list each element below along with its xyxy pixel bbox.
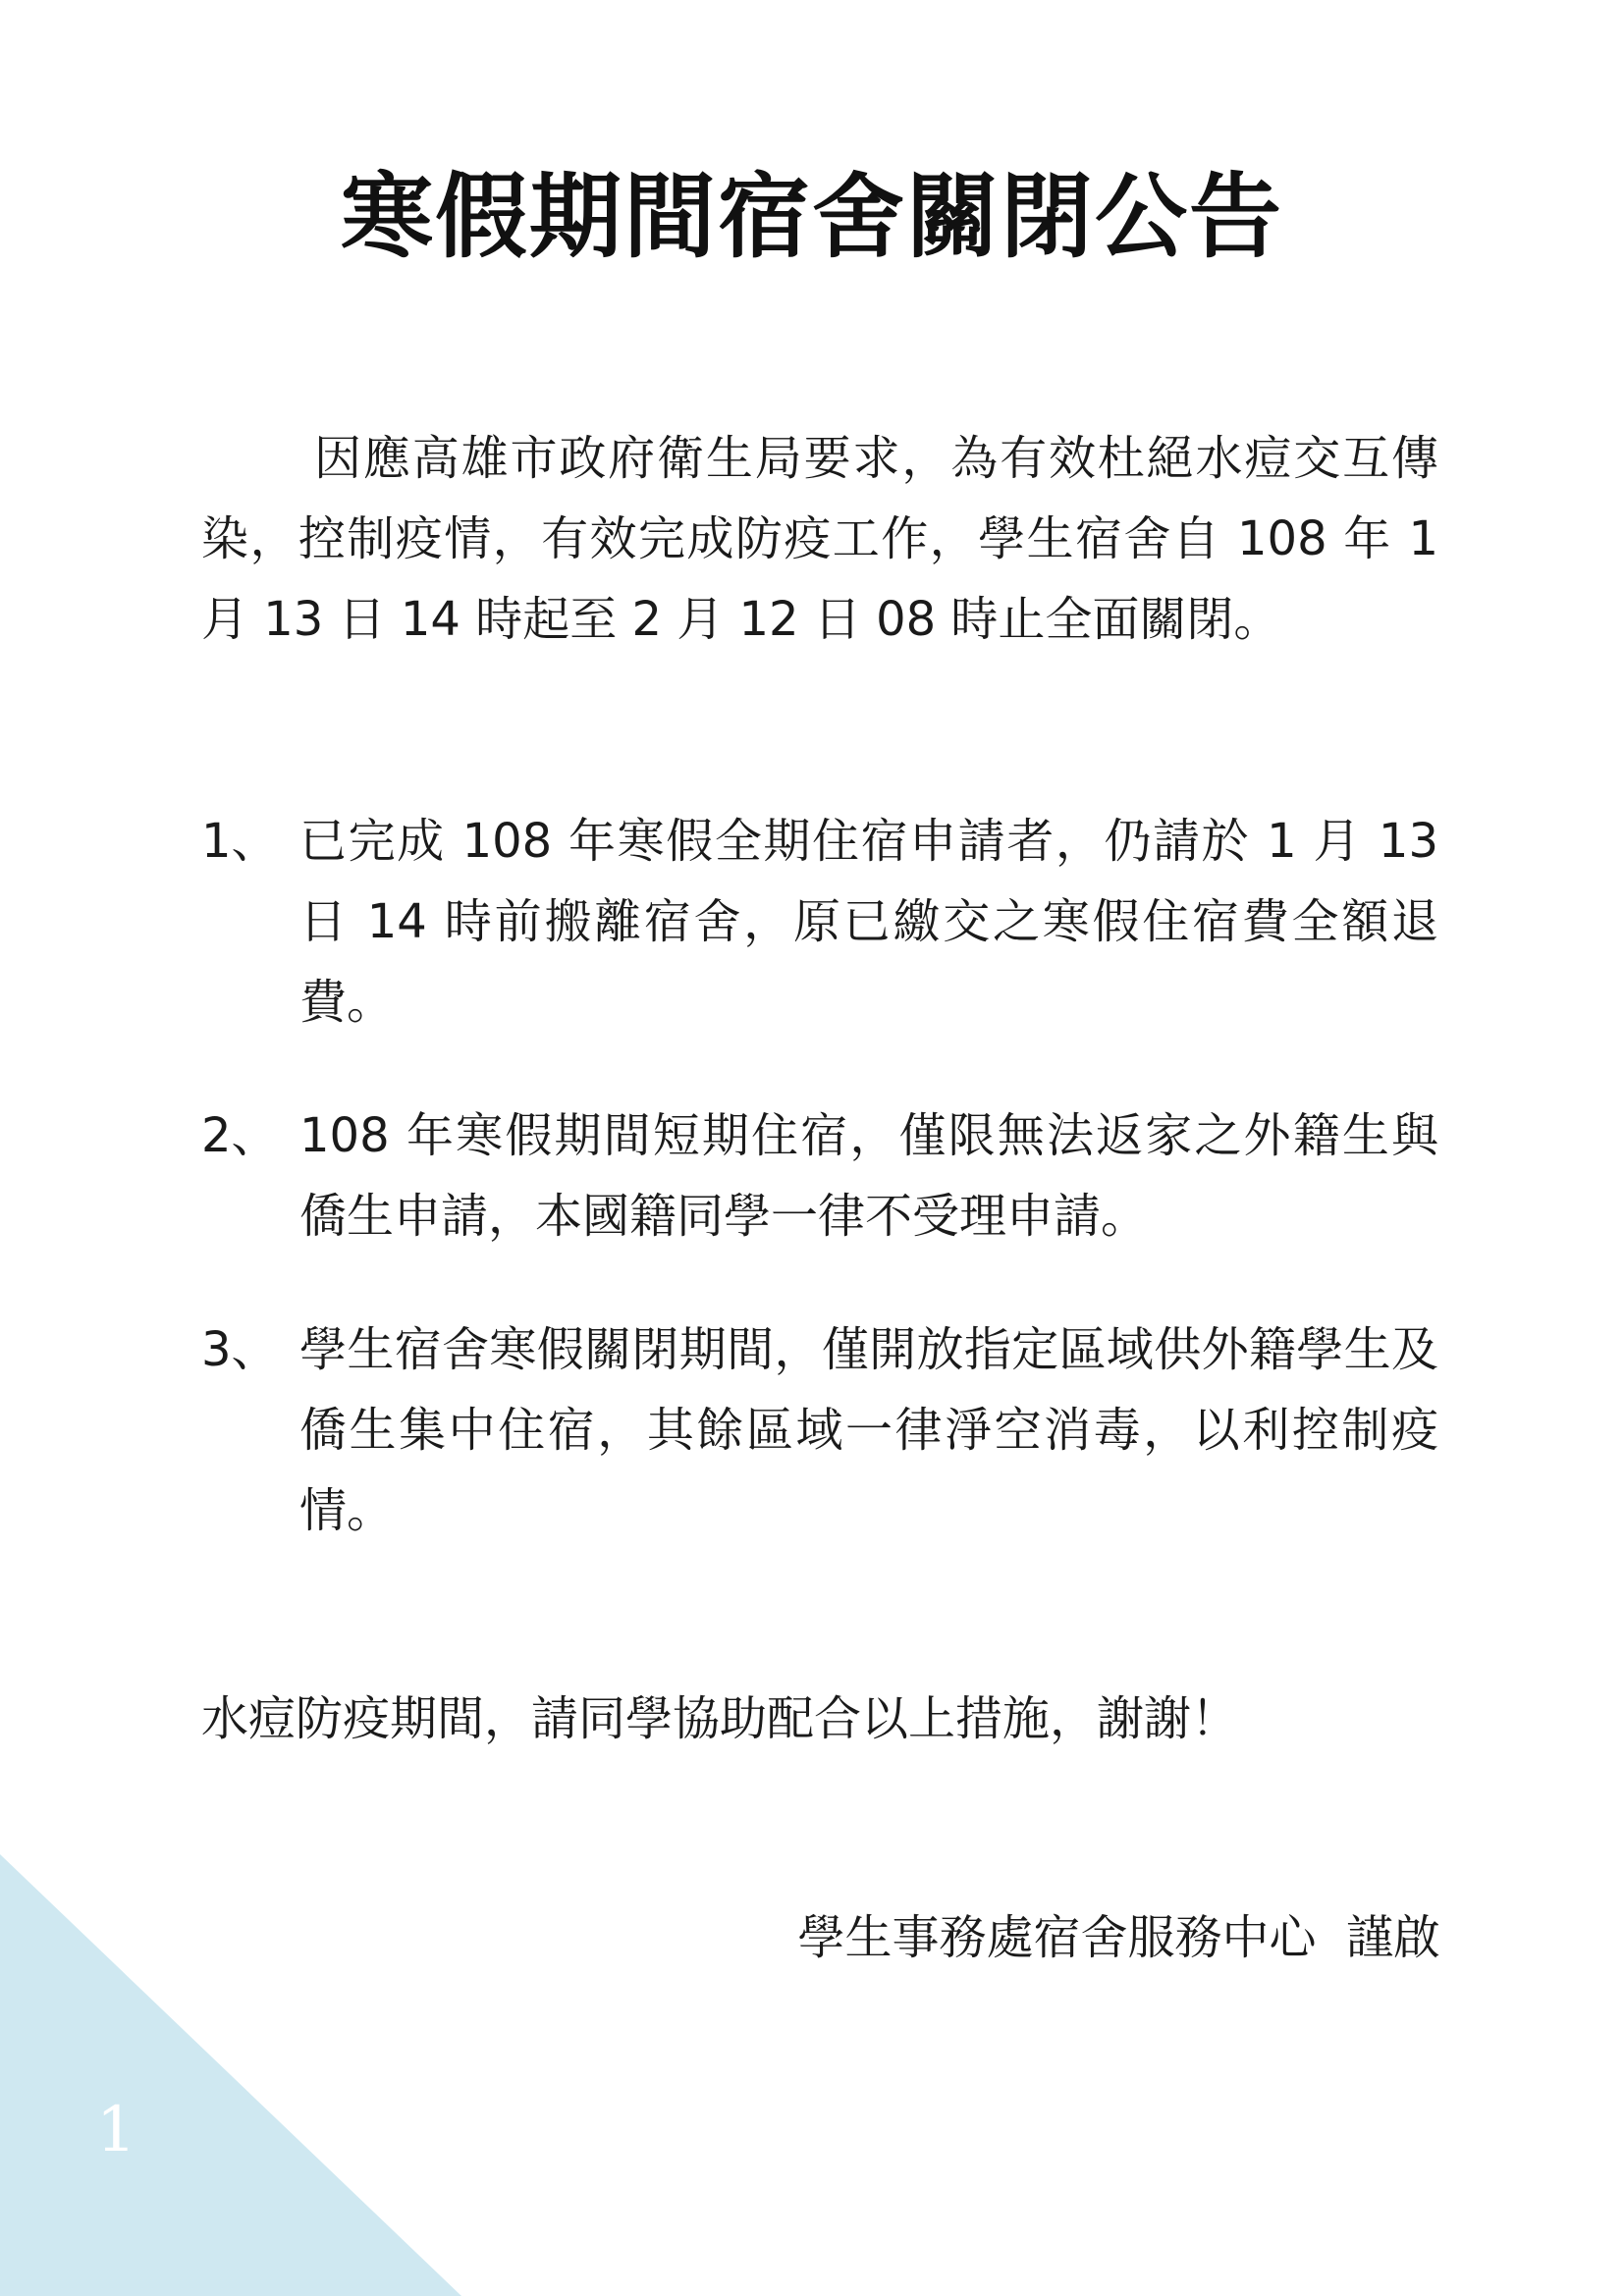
list-item [201, 801, 1438, 1042]
list-item-text: 已完成 108 年寒假全期住宿申請者，仍請於 1 月 13 日 14 時前搬離宿舍，原已繳交之寒假住宿費全額退費。 [299, 814, 1438, 1030]
signature: 學生事務處宿舍服務中心 謹啟 [797, 1910, 1440, 1965]
closing-note: 水痘防疫期間，請同學協助配合以上措施，謝謝！ [201, 1691, 1239, 1746]
intro-paragraph: 因應高雄市政府衛生局要求，為有效杜絕水痘交互傳染，控制疫情，有效完成防疫工作，學生宿舍自 108 年 1 月 13 日 14 時起至 2 月 12 日 08 時止全面關閉。 [201, 431, 1438, 647]
list-item [201, 1309, 1438, 1551]
page-title: 寒假期間宿舍關閉公告 [340, 164, 1283, 271]
list-marker: 2、 [201, 1108, 279, 1163]
list-marker: 3、 [201, 1322, 279, 1377]
page-number: 1 [96, 2094, 136, 2166]
notice-list [201, 801, 1438, 1551]
list-item-text: 學生宿舍寒假關閉期間，僅開放指定區域供外籍學生及僑生集中住宿，其餘區域一律淨空消毒，以利控制疫情。 [299, 1322, 1438, 1538]
list-item-text: 108 年寒假期間短期住宿，僅限無法返家之外籍生與僑生申請，本國籍同學一律不受理申請。 [299, 1108, 1438, 1244]
list-item [201, 1095, 1438, 1256]
list-marker: 1、 [201, 814, 279, 869]
